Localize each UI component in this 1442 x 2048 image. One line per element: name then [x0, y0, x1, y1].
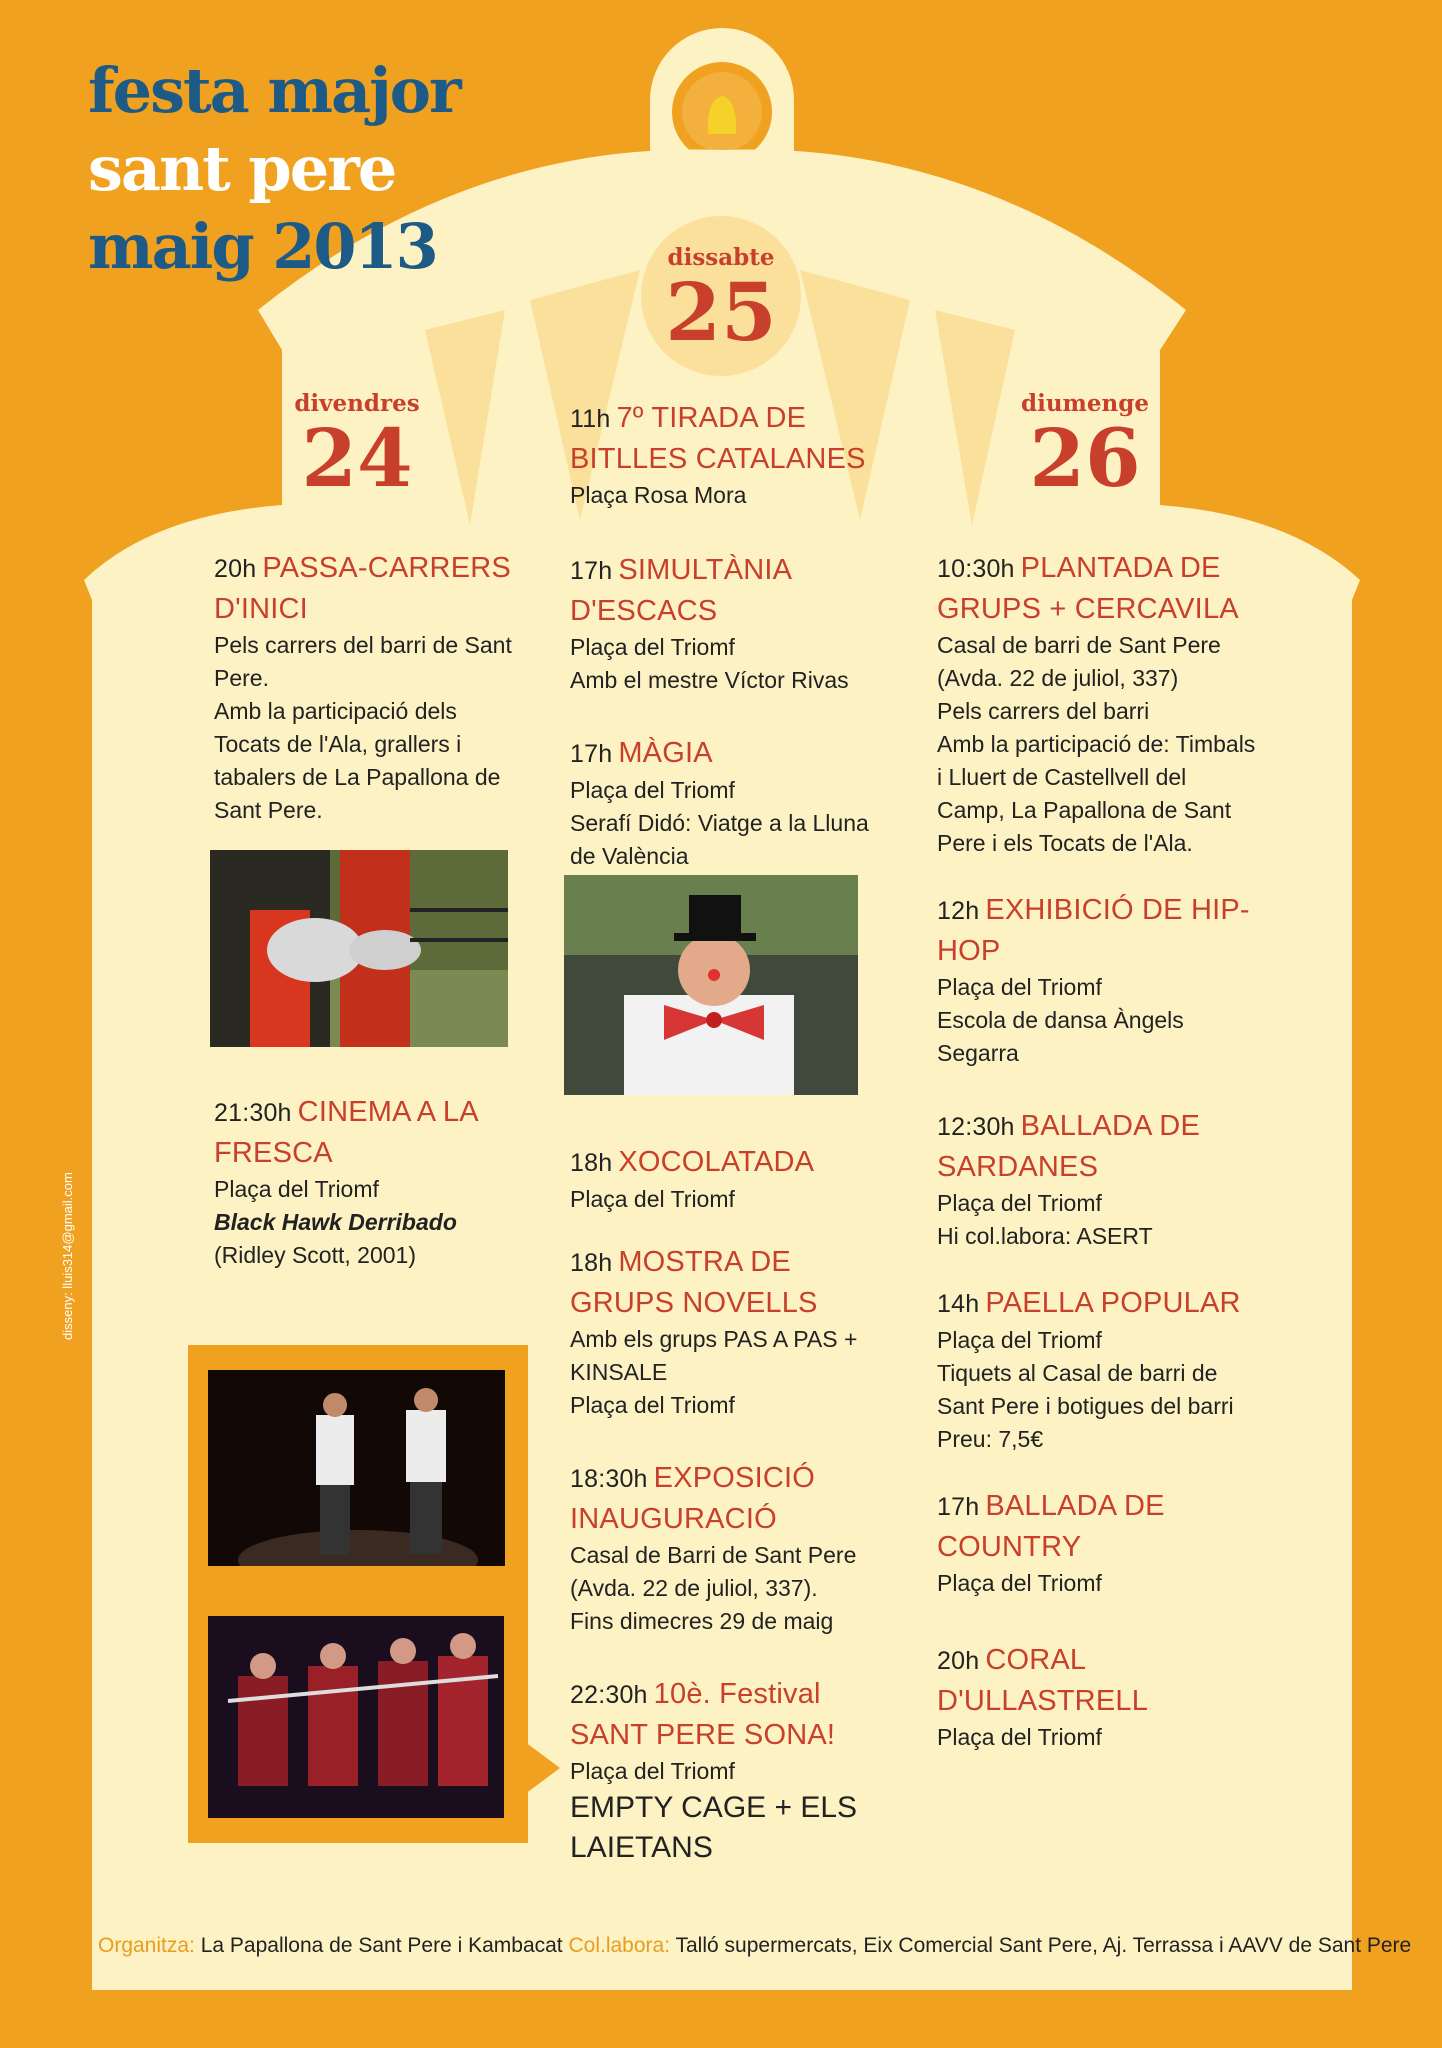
event-time: 17h [937, 1493, 980, 1521]
event-desc: Plaça del Triomf [214, 1176, 379, 1202]
event-hip-hop [937, 890, 1257, 1070]
event-desc: Plaça del Triomf Amb el mestre Víctor Rivas [570, 634, 849, 693]
event-desc: Pels carrers del barri de Sant Pere. Amb la participació dels Tocats de l'Ala, grallers i tabalers de La Papallona de Sant Pere. [214, 632, 512, 823]
event-coral [937, 1640, 1257, 1754]
event-desc: Plaça del Triomf Escola de dansa Àngels Segarra [937, 974, 1184, 1066]
event-title: BALLADA DE SARDANES [937, 1110, 1200, 1183]
event-time: 12h [937, 897, 980, 925]
saturday-events [570, 398, 870, 899]
event-title: PLANTADA DE GRUPS + CERCAVILA [937, 552, 1239, 625]
day-name: dissabte [667, 244, 775, 271]
event-paella [937, 1283, 1257, 1456]
footer-credits [98, 1934, 1412, 1958]
event-desc: Casal de barri de Sant Pere (Avda. 22 de juliol, 337) Pels carrers del barri Amb la participació de: Timbals i Lluert de Castellvell del Camp, La Papallona de Sant Pere i els Tocats de l'Ala. [937, 632, 1256, 856]
event-title: MOSTRA DE GRUPS NOVELLS [570, 1246, 818, 1319]
event-time: 17h [570, 740, 613, 768]
photo-magician [564, 875, 858, 1095]
event-title: MÀGIA [618, 737, 713, 769]
event-time: 18h [570, 1249, 613, 1277]
event-bitlles [570, 398, 870, 512]
event-title: 7º TIRADA DE BITLLES CATALANES [570, 402, 866, 475]
event-desc: Plaça del Triomf [937, 1570, 1102, 1596]
event-title: EXHIBICIÓ DE HIP-HOP [937, 894, 1250, 967]
footer-col: Talló supermercats, Eix Comercial Sant Pere, Aj. Terrassa i AAVV de Sant Pere [670, 1934, 1412, 1957]
event-time: 11h [570, 405, 611, 433]
day-header-saturday [646, 244, 796, 359]
event-cinema [214, 1092, 534, 1272]
event-title: BALLADA DE COUNTRY [937, 1490, 1165, 1563]
event-time: 14h [937, 1290, 980, 1318]
sunday-events [937, 548, 1257, 1780]
film-title: Black Hawk Derribado [214, 1209, 457, 1235]
title-line-3: maig 2013 [88, 210, 437, 283]
day-name: divendres [294, 390, 420, 417]
day-header-friday [282, 390, 432, 505]
title-line-1: festa major [88, 54, 460, 127]
event-country [937, 1486, 1257, 1600]
event-time: 20h [214, 555, 257, 583]
event-time: 12:30h [937, 1113, 1015, 1141]
event-magia [570, 733, 870, 873]
event-desc: Casal de Barri de Sant Pere (Avda. 22 de juliol, 337). Fins dimecres 29 de maig [570, 1542, 857, 1634]
event-xocolatada [570, 1142, 900, 1216]
event-festival [570, 1674, 900, 1868]
saturday-events-2 [570, 1142, 900, 1894]
event-time: 17h [570, 557, 613, 585]
event-time: 22:30h [570, 1681, 648, 1709]
day-header-sunday [1010, 390, 1160, 505]
friday-events-2 [214, 1092, 534, 1298]
event-desc: Plaça Rosa Mora [570, 482, 747, 508]
event-title: CORAL D'ULLASTRELL [937, 1644, 1149, 1717]
event-escacs [570, 550, 870, 697]
event-desc: Amb els grups PAS A PAS + KINSALE Plaça del Triomf [570, 1326, 858, 1418]
event-passa-carrers [214, 548, 514, 827]
photo-musicians [208, 1616, 504, 1818]
day-number: 25 [665, 265, 777, 359]
day-number: 26 [1029, 411, 1141, 505]
event-desc: Plaça del Triomf Hi col.labora: ASERT [937, 1190, 1153, 1249]
film-info: (Ridley Scott, 2001) [214, 1242, 416, 1268]
event-sardanes [937, 1106, 1257, 1253]
event-desc: Plaça del Triomf Tiquets al Casal de barri de Sant Pere i botigues del barri Preu: 7,5€ [937, 1327, 1234, 1452]
event-time: 21:30h [214, 1099, 292, 1127]
title-line-2: sant pere [88, 132, 396, 205]
event-title: SIMULTÀNIA D'ESCACS [570, 554, 791, 627]
event-time: 18:30h [570, 1465, 648, 1493]
event-time: 20h [937, 1647, 980, 1675]
photo-actors [208, 1370, 505, 1566]
footer-col-label: Col.labora: [568, 1934, 671, 1957]
event-time: 18h [570, 1149, 613, 1177]
event-desc: Plaça del Triomf [570, 1186, 735, 1212]
footer-org: La Papallona de Sant Pere i Kambacat [194, 1934, 569, 1957]
event-title: EXPOSICIÓ INAUGURACIÓ [570, 1462, 816, 1535]
event-exposicio [570, 1458, 900, 1638]
event-title: XOCOLATADA [618, 1146, 815, 1178]
day-name: diumenge [1021, 390, 1149, 417]
friday-events [214, 548, 514, 853]
event-desc: Plaça del Triomf [570, 1758, 735, 1784]
festival-bands: EMPTY CAGE + ELS LAIETANS [570, 1791, 858, 1864]
day-number: 24 [301, 411, 413, 505]
event-title: PASSA-CARRERS D'INICI [214, 552, 511, 625]
event-plantada [937, 548, 1257, 860]
event-title: 10è. Festival SANT PERE SONA! [570, 1678, 836, 1751]
event-desc: Plaça del Triomf Serafí Didó: Viatge a la Lluna de València [570, 777, 869, 869]
photo-drummers [210, 850, 508, 1047]
event-title: CINEMA A LA FRESCA [214, 1096, 478, 1169]
event-desc: Plaça del Triomf [937, 1724, 1102, 1750]
event-title: PAELLA POPULAR [985, 1287, 1241, 1319]
design-credit: disseny: lluis314@gmail.com [60, 1172, 75, 1340]
poster-title [88, 52, 460, 286]
footer-org-label: Organitza: [98, 1934, 195, 1957]
event-time: 10:30h [937, 555, 1015, 583]
event-grups-novells [570, 1242, 900, 1422]
